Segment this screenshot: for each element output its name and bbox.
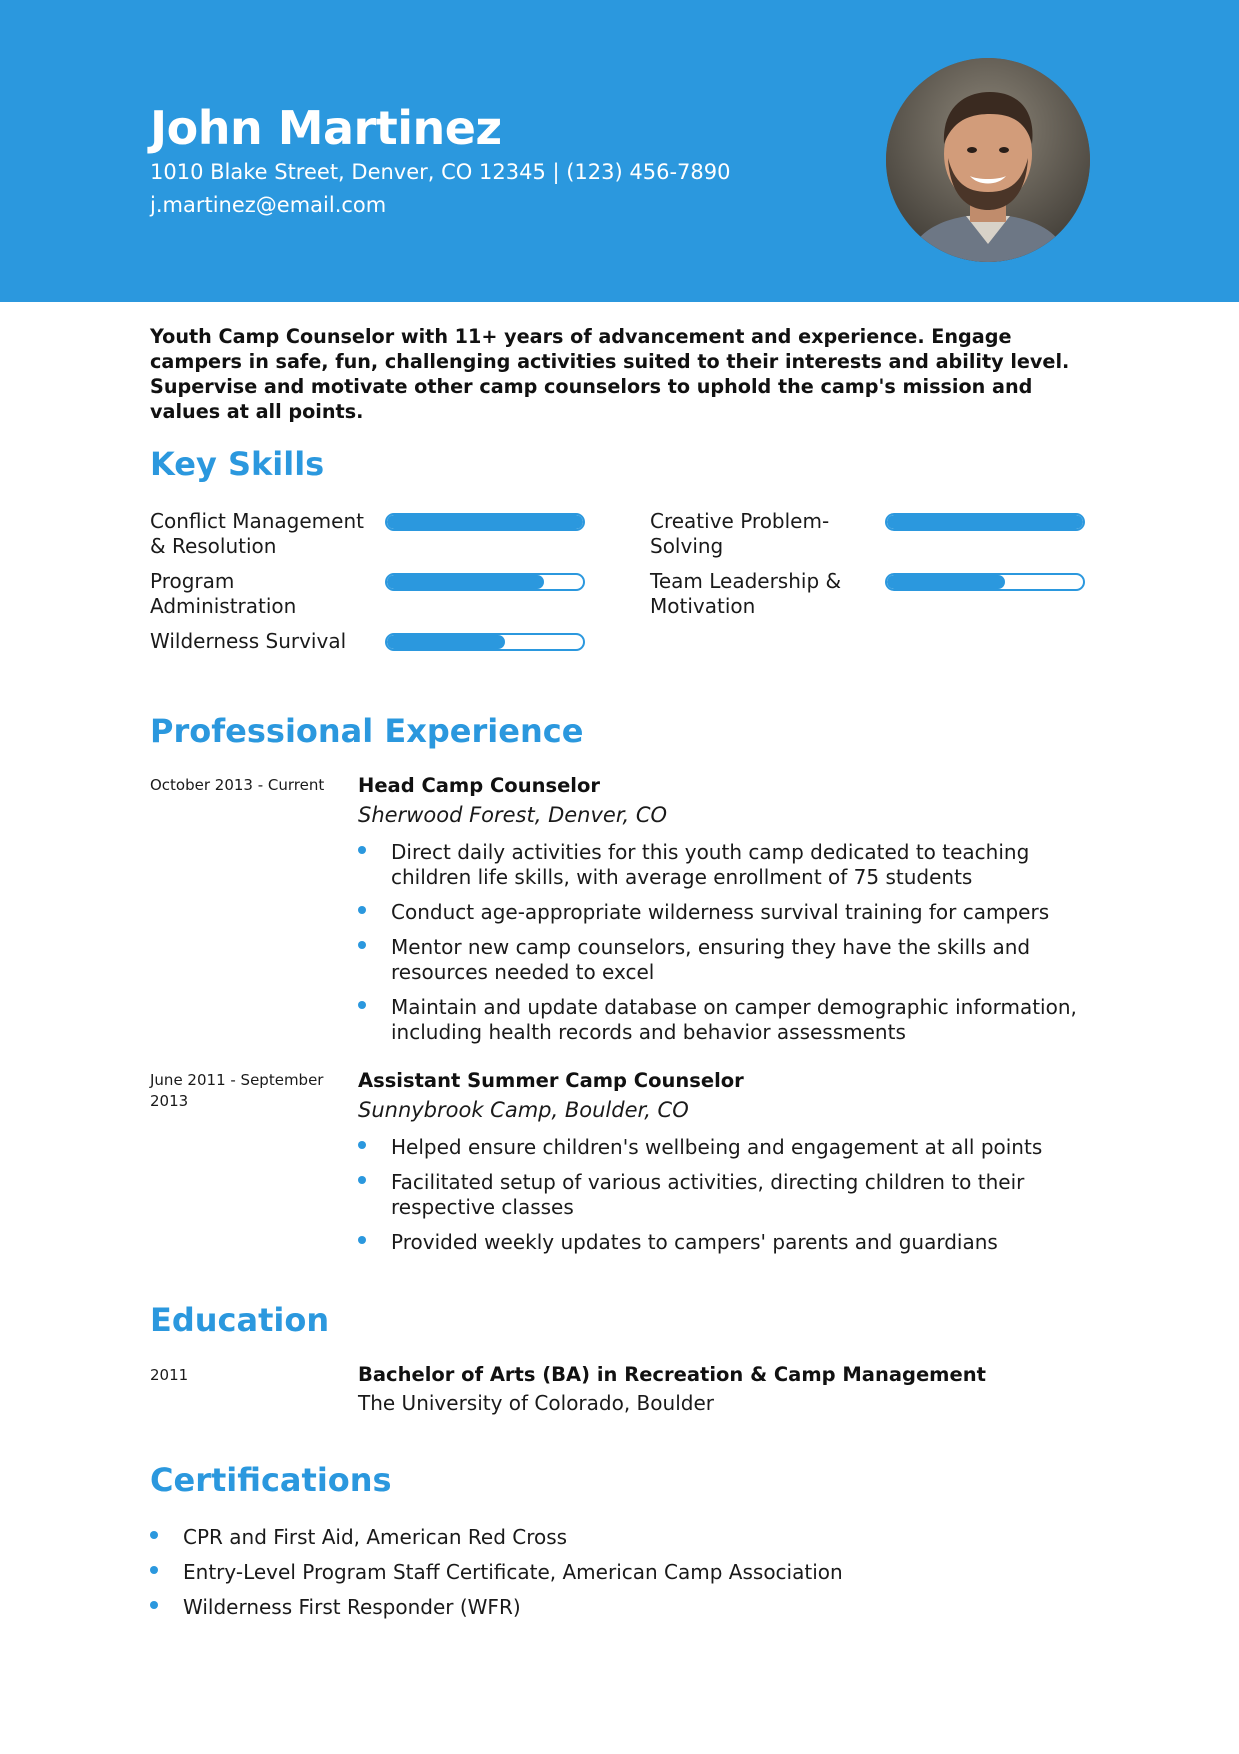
education-degree: Bachelor of Arts (BA) in Recreation & Camp Management	[358, 1363, 986, 1386]
email: j.martinez@email.com	[150, 193, 387, 217]
section-title-skills: Key Skills	[150, 445, 325, 483]
education-year: 2011	[150, 1366, 189, 1384]
bullet-dot-icon	[150, 1531, 158, 1539]
bullet-text: Mentor new camp counselors, ensuring they have the skills and resources needed to excel	[391, 935, 1031, 984]
section-title-education: Education	[150, 1301, 330, 1339]
list-item	[358, 935, 1098, 985]
bullet-dot-icon	[358, 1236, 366, 1244]
certification-text: Wilderness First Responder (WFR)	[183, 1595, 521, 1619]
job-bullets	[358, 1135, 1098, 1265]
skill-bar-fill	[387, 515, 583, 529]
job-place: Sunnybrook Camp, Boulder, CO	[358, 1098, 689, 1122]
candidate-name: John Martinez	[150, 101, 502, 155]
profile-photo	[886, 58, 1090, 262]
skill-label: Conflict Management & Resolution	[150, 509, 364, 558]
bullet-text: Maintain and update database on camper demographic information, including health records and behavior assessments	[391, 995, 1077, 1044]
skill-bar-fill	[387, 575, 544, 589]
job-place: Sherwood Forest, Denver, CO	[358, 803, 668, 827]
list-item	[150, 1525, 1050, 1550]
bullet-dot-icon	[358, 1141, 366, 1149]
skill-label: Team Leadership & Motivation	[650, 569, 842, 618]
list-item	[358, 1230, 1098, 1255]
list-item	[358, 1135, 1098, 1160]
bullet-dot-icon	[150, 1566, 158, 1574]
list-item	[150, 1560, 1050, 1585]
skill-bar	[885, 573, 1085, 591]
skill-bar	[385, 513, 585, 531]
bullet-dot-icon	[358, 941, 366, 949]
bullet-dot-icon	[358, 1001, 366, 1009]
job-dates: October 2013 - Current	[150, 776, 325, 794]
skill-bar	[385, 633, 585, 651]
bullet-dot-icon	[358, 906, 366, 914]
skill-label: Program Administration	[150, 569, 297, 618]
section-title-certifications: Certifications	[150, 1461, 392, 1499]
certification-text: Entry-Level Program Staff Certificate, American Camp Association	[183, 1560, 843, 1584]
certification-list	[150, 1525, 1050, 1630]
bullet-dot-icon	[150, 1601, 158, 1609]
bullet-text: Provided weekly updates to campers' parents and guardians	[391, 1230, 998, 1254]
certification-text: CPR and First Aid, American Red Cross	[183, 1525, 568, 1549]
education-school: The University of Colorado, Boulder	[358, 1391, 714, 1415]
list-item	[358, 1170, 1098, 1220]
address-phone: 1010 Blake Street, Denver, CO 12345 | (123) 456-7890	[150, 160, 731, 184]
list-item	[358, 900, 1098, 925]
job-dates: June 2011 - September 2013	[150, 1071, 324, 1110]
job-title: Head Camp Counselor	[358, 774, 600, 797]
section-title-experience: Professional Experience	[150, 712, 584, 750]
list-item	[358, 995, 1098, 1045]
bullet-dot-icon	[358, 846, 366, 854]
bullet-text: Conduct age-appropriate wilderness survival training for campers	[391, 900, 1050, 924]
list-item	[358, 840, 1098, 890]
skill-bar-fill	[887, 515, 1083, 529]
header-banner	[0, 0, 1239, 302]
bullet-text: Facilitated setup of various activities, directing children to their respective classes	[391, 1170, 1025, 1219]
list-item	[150, 1595, 1050, 1620]
skill-label: Creative Problem-Solving	[650, 509, 830, 558]
skill-bar-fill	[887, 575, 1005, 589]
bullet-text: Direct daily activities for this youth camp dedicated to teaching children life skills, with average enrollment of 75 students	[391, 840, 1030, 889]
skill-bar	[885, 513, 1085, 531]
job-title: Assistant Summer Camp Counselor	[358, 1069, 744, 1092]
skill-label: Wilderness Survival	[150, 629, 347, 653]
professional-summary: Youth Camp Counselor with 11+ years of advancement and experience. Engage campers in safe, fun, challenging activities suited to their interests and ability level. Supervise and motivate other camp counselors to uphold the camp's mission and values at all points.	[150, 325, 1070, 423]
job-bullets	[358, 840, 1098, 1055]
bullet-dot-icon	[358, 1176, 366, 1184]
bullet-text: Helped ensure children's wellbeing and engagement at all points	[391, 1135, 1043, 1159]
avatar-portrait-icon	[886, 58, 1090, 262]
skill-bar-fill	[387, 635, 505, 649]
skill-bar	[385, 573, 585, 591]
